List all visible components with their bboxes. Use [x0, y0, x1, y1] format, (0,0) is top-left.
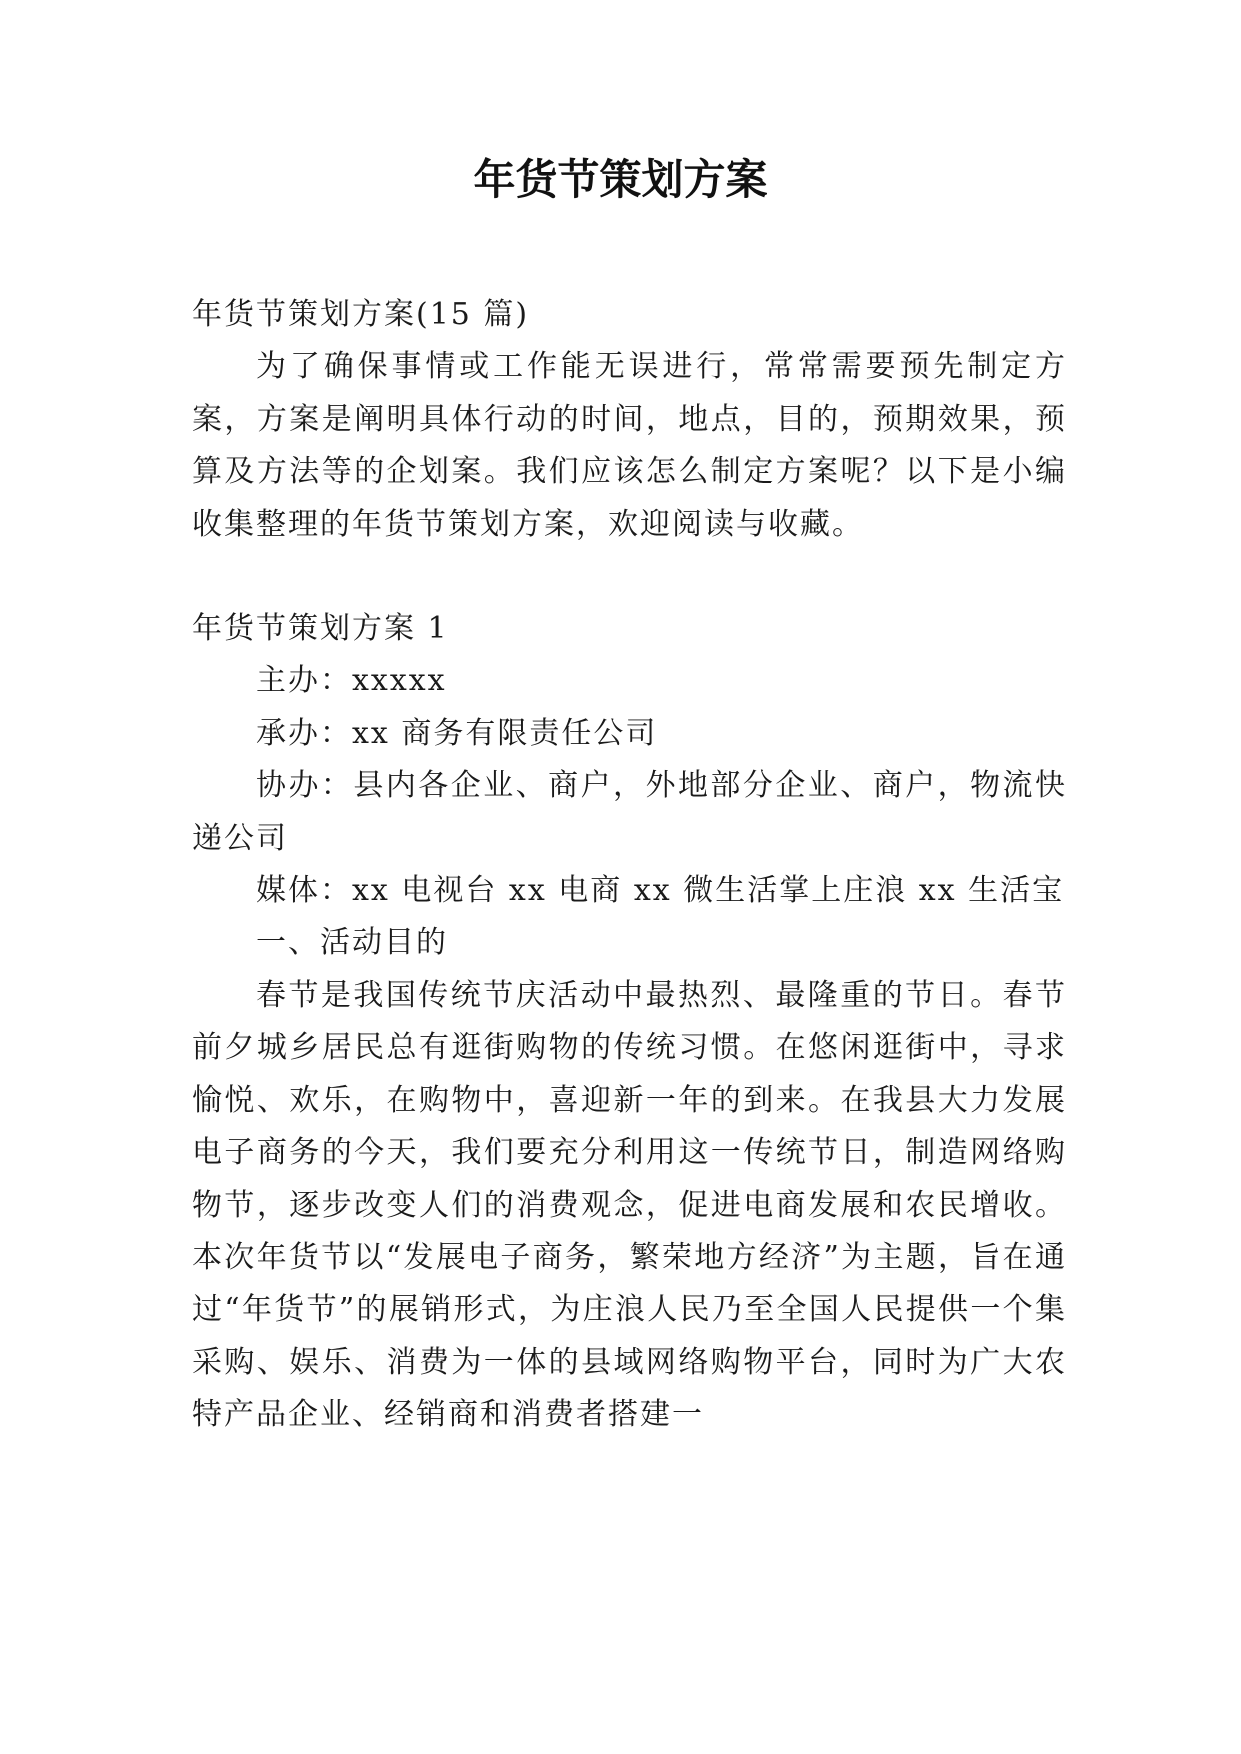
undertaker-line: 承办：xx 商务有限责任公司	[256, 715, 658, 751]
document-title: 年货节策划方案	[473, 155, 768, 204]
section-heading: 年货节策划方案 1	[192, 611, 449, 647]
paragraph-gap	[192, 551, 1067, 603]
media-line: 媒体：xx 电视台 xx 电商 xx 微生活掌上庄浪 xx 生活宝	[256, 873, 1065, 909]
document-subtitle: 年货节策划方案(15 篇)	[192, 297, 530, 332]
intro-paragraph: 为了确保事情或工作能无误进行，常常需要预先制定方案，方案是阐明具体行动的时间，地点，目的，预期效果，预算及方法等的企划案。我们应该怎么制定方案呢？以下是小编收集整理的年货节策划方案，欢迎阅读与收藏。	[192, 349, 1067, 542]
document-body	[192, 289, 1067, 1442]
purpose-paragraph: 春节是我国传统节庆活动中最热烈、最隆重的节日。春节前夕城乡居民总有逛街购物的传统习惯。在悠闲逛街中，寻求愉悦、欢乐，在购物中，喜迎新一年的到来。在我县大力发展电子商务的今天，我们要充分利用这一传统节日，制造网络购物节，逐步改变人们的消费观念，促进电商发展和农民增收。本次年货节以“发展电子商务，繁荣地方经济”为主题，旨在通过“年货节”的展销形式，为庄浪人民乃至全国人民提供一个集采购、娱乐、消费为一体的县域网络购物平台，同时为广大农特产品企业、经销商和消费者搭建一	[192, 977, 1067, 1433]
purpose-heading: 一、活动目的	[256, 925, 448, 961]
coorganizer-line: 协办：县内各企业、商户，外地部分企业、商户，物流快递公司	[192, 768, 1067, 856]
organizer-line: 主办：xxxxx	[256, 663, 447, 699]
